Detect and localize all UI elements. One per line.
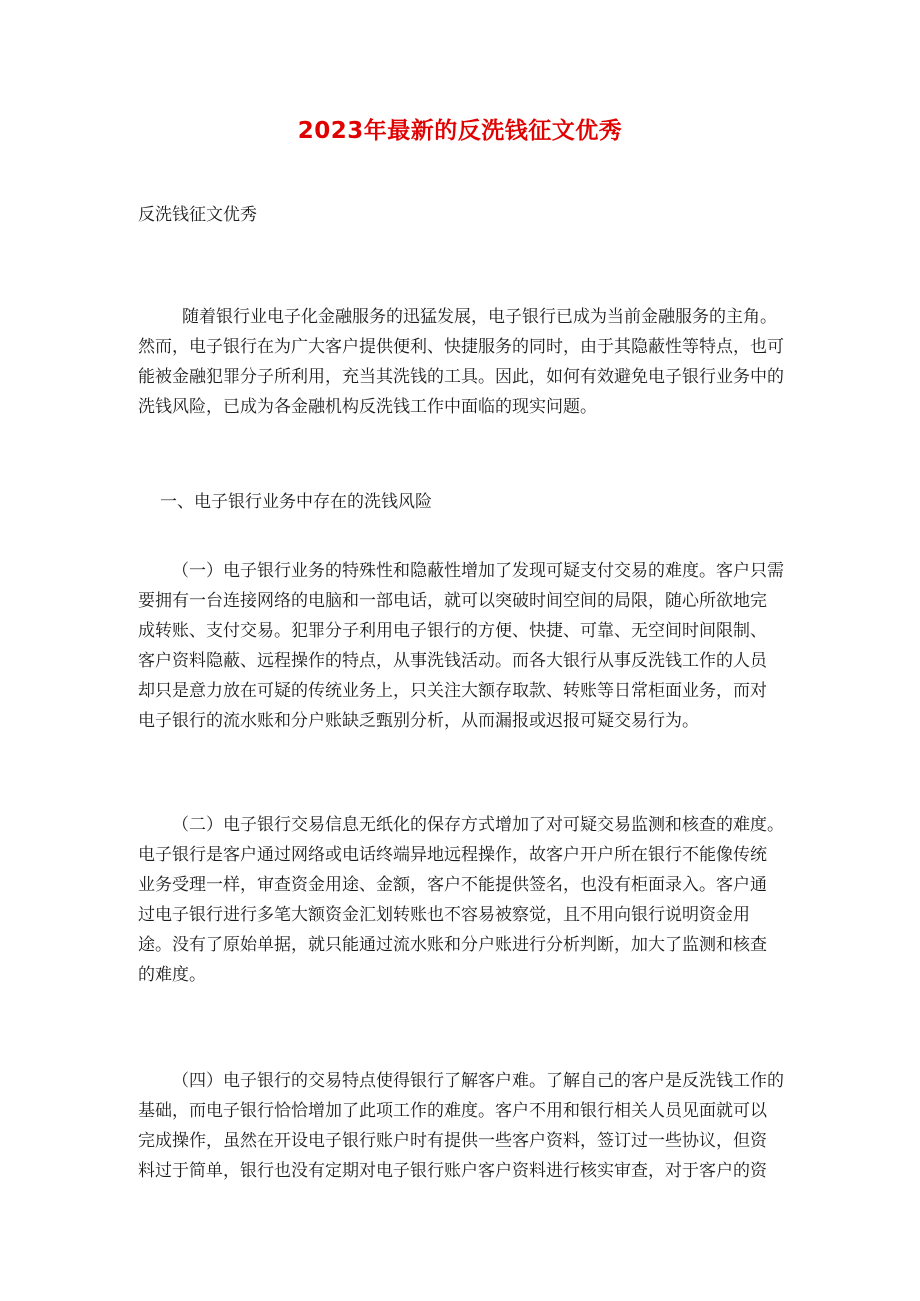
paragraph-line: 能被金融犯罪分子所利用，充当其洗钱的工具。因此，如何有效避免电子银行业务中的 [138, 367, 784, 387]
paragraph-line: 途。没有了原始单据，就只能通过流水账和分户账进行分析判断，加大了监测和核查 [138, 935, 767, 955]
section-heading: 一、电子银行业务中存在的洗钱风险 [160, 492, 432, 512]
paragraph-line: 过电子银行进行多笔大额资金汇划转账也不容易被察觉，且不用向银行说明资金用 [138, 905, 750, 925]
paragraph-line: 却只是意力放在可疑的传统业务上，只关注大额存取款、转账等日常柜面业务，而对 [138, 681, 767, 701]
document-subtitle: 反洗钱征文优秀 [138, 205, 257, 225]
paragraph-line: （四）电子银行的交易特点使得银行了解客户难。了解自己的客户是反洗钱工作的 [172, 1071, 784, 1091]
paragraph-line: 的难度。 [138, 965, 206, 985]
paragraph-line: 电子银行是客户通过网络或电话终端异地远程操作，故客户开户所在银行不能像传统 [138, 845, 767, 865]
document-title: 2023年最新的反洗钱征文优秀 [297, 118, 623, 144]
paragraph-line: 业务受理一样，审查资金用途、金额，客户不能提供签名，也没有柜面录入。客户通 [138, 875, 767, 895]
paragraph-line: 成转账、支付交易。犯罪分子利用电子银行的方便、快捷、可靠、无空间时间限制、 [138, 621, 767, 641]
paragraph-line: 料过于简单，银行也没有定期对电子银行账户客户资料进行核实审查，对于客户的资 [138, 1161, 767, 1181]
paragraph-line: （一）电子银行业务的特殊性和隐蔽性增加了发现可疑支付交易的难度。客户只需 [172, 561, 784, 581]
paragraph-four [138, 1066, 783, 1186]
paragraph-line: （二）电子银行交易信息无纸化的保存方式增加了对可疑交易监测和核查的难度。 [172, 815, 784, 835]
paragraph-line: 基础，而电子银行恰恰增加了此项工作的难度。客户不用和银行相关人员见面就可以 [138, 1101, 767, 1121]
paragraph-line: 洗钱风险，已成为各金融机构反洗钱工作中面临的现实问题。 [138, 397, 597, 417]
paragraph-line: 电子银行的流水账和分户账缺乏甄别分析，从而漏报或迟报可疑交易行为。 [138, 711, 699, 731]
paragraph-one [138, 556, 783, 736]
paragraph-two [138, 810, 783, 990]
paragraph-line: 然而，电子银行在为广大客户提供便利、快捷服务的同时，由于其隐蔽性等特点，也可 [138, 337, 784, 357]
paragraph-line: 随着银行业电子化金融服务的迅猛发展，电子银行已成为当前金融服务的主角。 [182, 307, 777, 327]
paragraph-line: 完成操作，虽然在开设电子银行账户时有提供一些客户资料，签订过一些协议，但资 [138, 1131, 767, 1151]
paragraph-line: 要拥有一台连接网络的电脑和一部电话，就可以突破时间空间的局限，随心所欲地完 [138, 591, 767, 611]
intro-paragraph [138, 302, 783, 422]
paragraph-line: 客户资料隐蔽、远程操作的特点，从事洗钱活动。而各大银行从事反洗钱工作的人员 [138, 651, 767, 671]
